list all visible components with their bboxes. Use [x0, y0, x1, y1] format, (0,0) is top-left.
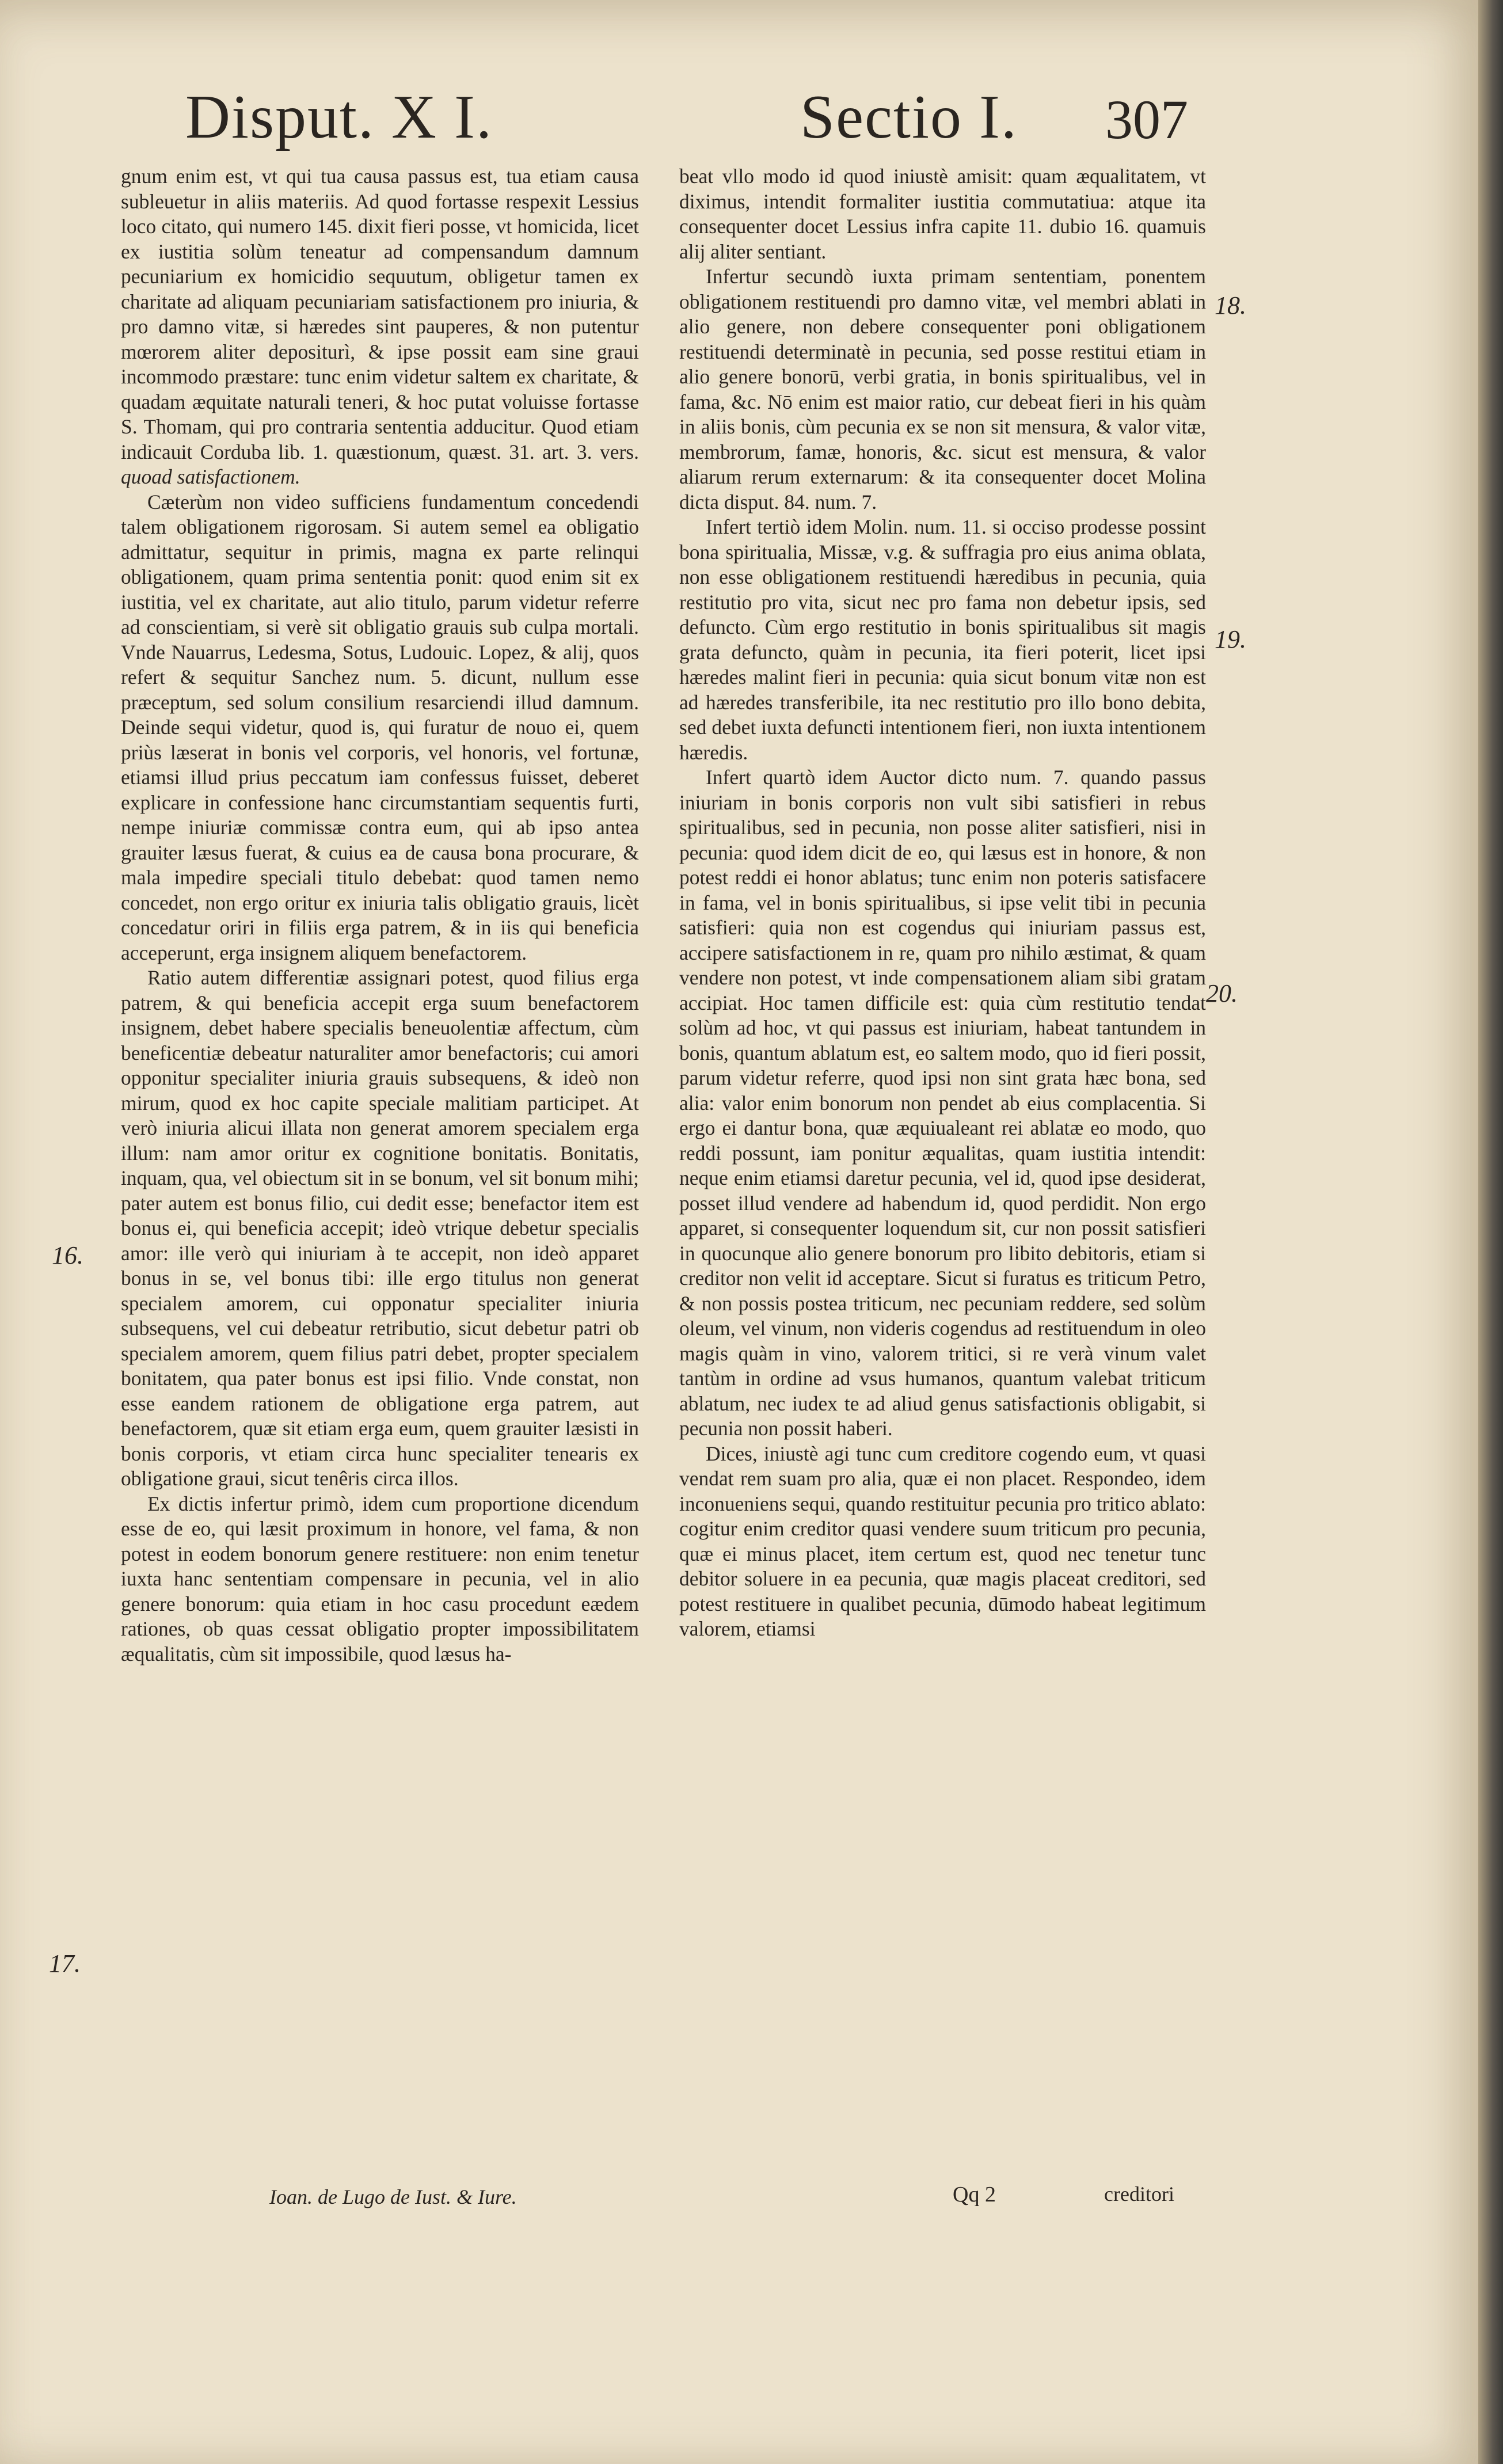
paragraph: [121, 164, 639, 490]
paragraph: beat vllo modo id quod iniustè amisit: quam æqualitatem, vt diximus, intendit formaliter iustitia commutatiua: atque ita consequenter docet Lessius infra capite 11. dubio 16. quamuis alij aliter sentiant.: [679, 165, 1206, 263]
paragraph-text: gnum enim est, vt qui tua causa passus est, tua etiam causa subleuetur in aliis materiis. Ad quod fortasse respexit Lessius loco citato, qui numero 145. dixit fieri posse, vt homicida, licet ex iustitia solùm teneatur ad compensandum damnum pecuniarium ex homicidio sequutum, obligetur tamen ex charitate ad aliquam pecuniariam satisfactionem pro iniuria, & pro damno vitæ, si hæredes sint pauperes, & non putentur mœrorem aliter depositurì, & ipse possit eam sine graui incommodo præstare: tunc enim videtur saltem ex charitate, & quadam æquitate naturali teneri, & hoc putat voluisse fortasse S. Thomam, qui pro contraria sententia adducitur. Quod etiam indicauit Corduba lib. 1. quæstionum, quæst. 31. art. 3. vers.: [121, 165, 639, 463]
margin-number-19: 19.: [1215, 625, 1246, 653]
paragraph: Ex dictis infertur primò, idem cum proportione dicendum esse de eo, qui læsit proximum in honore, vel fama, & non potest in eodem bonorum genere restituere: non enim tenetur iuxta hanc sententiam compensare in pecunia, vel in alio genere bonorum: quia etiam in hoc casu procedunt eædem rationes, ob quas cessat obligatio propter impossibilitatem æqualitatis, cùm sit impossibile, quod læsus ha-: [121, 1492, 639, 1666]
paragraph: Infert tertiò idem Molin. num. 11. si occiso prodesse possint bona spiritualia, Missæ, v.g. & suffragia pro eius anima oblata, non esse obligationem restituendi hæredibus in pecunia, quia restitutio pro vita, sicut nec pro fama non debetur ipsis, sed defuncto. Cùm ergo restitutio in bonis spiritualibus sit magis grata defuncto, quàm in pecunia, ita fieri poterit, licet ipsi hæredes malint fieri in pecunia: quia sicut bonum vitæ non est ad hæredes transferibile, ita nec restitutio pro illo bono debita, sed debet iuxta defuncti intentionem fieri, non iuxta intentionem hæredis.: [679, 515, 1206, 764]
right-column: [679, 164, 1206, 2185]
margin-number-16: 16.: [52, 1241, 83, 1269]
paragraph: Infert quartò idem Auctor dicto num. 7. quando passus iniuriam in bonis corporis non vult sibi satisfieri in rebus spiritualibus, sed in pecunia, non posse aliter satisfieri, nisi in pecunia: quod idem dicit de eo, qui læsus est in honore, & non potest reddi ei honor ablatus; tunc enim non poteris satisfacere in fama, vel in bonis spiritualibus, si ipse velit tibi in pecunia satisfieri: quia non est cogendus qui iniuriam passus est, accipere satisfactionem in re, quam pro nihilo æstimat, & quam vendere non potest, vt inde compensationem aliam sibi gratam accipiat. Hoc tamen difficile est: quia cùm restitutio tendat solùm ad hoc, vt qui passus est iniuriam, habeat tantundem in bonis, quantum ablatum est, eo saltem modo, quo id fieri possit, parum videtur referre, quod ipsi non sint grata hæc bona, sed alia: valor enim bonorum non pendet ab eius complacentia. Si ergo ei dantur bona, quæ æquiualeant rei ablatæ eo modo, quo reddi possunt, iam ponitur æqualitas, quam iustitia intendit: neque enim etiamsi daretur pecunia, vel id, quod ipse desiderat, posset illud vendere ad habendum id, quod perdidit. Non ergo apparet, si consequenter loquendum sit, cur non possit satisfieri in quocunque alio genere bonorum pro libito debitoris, etiam si creditor non velit id acceptare. Sicut si furatus es triticum Petro, & non possis postea triticum, nec pecuniam reddere, sed solùm oleum, vel vinum, non videris cogendus ad restituendum in oleo magis quàm in vino, valorem tritici, si re verà vinum valet tantùm in ordine ad vsus humanos, quantum valebat triticum ablatum, nec iudex te ad aliud genus satisfactionis obligabit, si pecunia non possit haberi.: [679, 766, 1206, 1440]
footer-reference: Ioan. de Lugo de Iust. & Iure.: [269, 2185, 517, 2208]
italic-phrase: quoad satisfactionem.: [121, 465, 300, 488]
margin-number-18: 18.: [1215, 291, 1246, 320]
left-column: [121, 164, 639, 2185]
running-head-section: Sectio I.: [800, 83, 1018, 151]
margin-number-17: 17.: [49, 1949, 81, 1978]
page-number: 307: [1105, 89, 1188, 150]
page-edge-shadow: [1478, 0, 1503, 2464]
paragraph: Infertur secundò iuxta primam sententiam, ponentem obligationem restituendi pro damno vitæ, vel membri ablati in alio genere, non debere consequenter poni obligationem restituendi determinatè in pecunia, sed posse restitui etiam in alio genere bonorū, verbi gratia, in bonis spiritualibus, vel in fama, &c. Nō enim est maior ratio, cur debeat fieri in his quàm in aliis bonis, cùm pecunia ex se non sit mensura, & valor vitæ, membrorum, famæ, honoris, &c. sicut est mensura, & valor aliarum rerum externarum: & ita consequenter docet Molina dicta disput. 84. num. 7.: [679, 265, 1206, 514]
catchword: creditori: [1104, 2182, 1174, 2206]
margin-number-20: 20.: [1206, 979, 1238, 1007]
paragraph: Cæterùm non video sufficiens fundamentum concedendi talem obligationem rigorosam. Si autem semel ea obligatio admittatur, sequitur in primis, magna ex parte relinqui obligationem, quam prima sententia ponit: quod enim sit ex iustitia, vel ex charitate, aut alio titulo, parum videtur referre ad conscientiam, si verè sit obligatio grauis sub culpa mortali. Vnde Nauarrus, Ledesma, Sotus, Ludouic. Lopez, & alij, quos refert & sequitur Sanchez num. 5. dicunt, nullum esse præceptum, sed solum consilium resarciendi illud damnum. Deinde sequi videtur, quod is, qui furatur de nouo ei, quem priùs læserat in bonis vel corporis, vel honoris, vel fortunæ, etiamsi illud prius peccatum iam confessus fuisset, deberet explicare in confessione hanc circumstantiam sequentis furti, nempe iniuriæ commissæ contra eum, qui ab ipso antea grauiter læsus fuerat, & cuius ea de causa bona procurare, & mala impedire speciali titulo debebat: quod tamen nemo concedet, non ergo oritur ex iniuria talis obligatio grauis, licèt concedatur oriri in filiis erga patrem, & in iis qui beneficia acceperunt, erga insignem aliquem benefactorem.: [121, 490, 639, 964]
paragraph: Dices, iniustè agi tunc cum creditore cogendo eum, vt quasi vendat rem suam pro alia, quæ ei non placet. Respondeo, idem inconueniens sequi, quando restituitur pecunia pro tritico ablato: cogitur enim creditor quasi vendere suum triticum pro pecunia, quæ ei minus placet, item certum est, quod nec tenetur tunc debitor soluere in ea pecunia, quæ magis placeat creditori, sed potest restituere in qualibet pecunia, dūmodo habeat legitimum valorem, etiamsi: [679, 1442, 1206, 1640]
running-head-disputation: Disput. X I.: [185, 83, 493, 151]
signature-mark: Qq 2: [953, 2182, 996, 2207]
paragraph: Ratio autem differentiæ assignari potest, quod filius erga patrem, & qui beneficia accepit erga suum benefactorem insignem, debet habere specialis beneuolentiæ affectum, cùm beneficentiæ debeatur naturaliter amor benefactoris; cui amori opponitur specialiter iniuria grauis subsequens, & ideò non mirum, quod ex hoc capite speciale malitiam participet. At verò iniuria alicui illata non generat amorem specialem erga illum: nam amor oritur ex cognitione bonitatis. Bonitatis, inquam, qua, vel obiectum sit in se bonum, vel sit bonum mihi; pater autem est bonus filio, cui dedit esse; benefactor item est bonus ei, qui beneficia accepit; ideò vtrique debetur specialis amor: ille verò qui iniuriam à te accepit, non ideò apparet bonus in se, vel bonus tibi: ille ergo titulus non generat specialem amorem, cui opponatur specialiter iniuria subsequens, vel cui debeatur retributio, sicut debetur patri ob specialem amorem, quem filius patri debet, propter specialem bonitatem, qua pater bonus est ipsi filio. Vnde constat, non esse eandem rationem de obligatione erga patrem, aut benefactorem, quæ sit etiam erga eum, quem grauiter læsisti in bonis corporis, vt etiam circa hunc specialiter tenearis ex obligatione graui, sicut tenêris circa illos.: [121, 966, 639, 1490]
